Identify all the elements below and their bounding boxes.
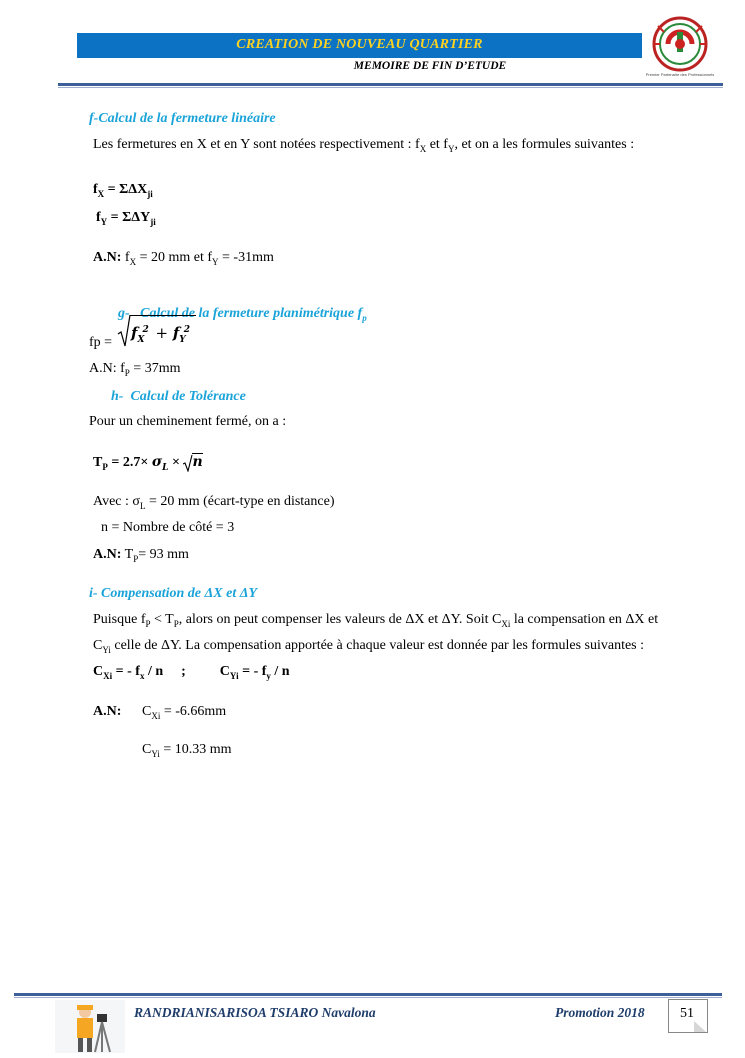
formula-fy: $f_Y = \Sigma\Delta Y_{ji}$ bbox=[96, 210, 156, 227]
radical-sign-small bbox=[183, 454, 193, 472]
section-g-application: A.N: $f_P = 37mm$ bbox=[89, 361, 181, 378]
formula-cyi: $C_{Yi}$ = - $f_y$ / n bbox=[219, 664, 290, 681]
footer-rule bbox=[14, 993, 722, 996]
fp-label: fp = bbox=[89, 335, 113, 350]
footer-promotion: Promotion 2018 bbox=[555, 1005, 645, 1020]
footer-author: RANDRIANISARISOA TSIARO Navalona bbox=[134, 1005, 376, 1020]
footer-rule-thin bbox=[14, 997, 722, 998]
surveyor-with-theodolite-icon bbox=[55, 1000, 125, 1053]
section-i-heading: i- Compensation de ΔX et ΔY bbox=[89, 586, 258, 601]
section-h-application: A.N: $T_P= 93$ mm bbox=[93, 547, 189, 564]
avec-line: Avec : $\sigma_L = 20$ mm (écart-type en distance) bbox=[93, 494, 335, 511]
compensation-formulas bbox=[93, 664, 290, 681]
cyi-value: $C_{Yi} = 10.33$ mm bbox=[142, 742, 232, 759]
radicand: $f_X^2 + f_Y^2$ bbox=[131, 324, 190, 345]
section-f-heading: f-Calcul de la fermeture linéaire bbox=[89, 111, 276, 126]
cxi-value: $C_{Xi} = -6.66mm$ bbox=[142, 704, 227, 721]
page-fold-corner bbox=[694, 1021, 706, 1032]
section-g-heading: g- Calcul de la fermeture planimétrique $f_p$ bbox=[118, 306, 367, 323]
formula-cxi: $C_{Xi}$ = - $f_x$ / n bbox=[93, 664, 164, 681]
university-seal-icon bbox=[640, 14, 720, 80]
section-f-application: A.N: $f_X = 20$ mm et $f_Y = -31mm$ bbox=[93, 250, 274, 267]
radical-bar bbox=[130, 315, 196, 316]
formula-separator: ; bbox=[181, 664, 186, 679]
section-i-paragraph-line1: Puisque $f_P < T_P$, alors on peut compenser les valeurs de ΔX et ΔY. Soit $C_{Xi}$ la compensation en ΔX et bbox=[93, 612, 659, 629]
formula-fx: $f_X = \Sigma\Delta X_{ji}$ bbox=[93, 182, 153, 199]
section-h-heading: h- Calcul de Tolérance bbox=[111, 389, 246, 404]
formula-tolerance: $T_P = 2.7\times \sigma_L$ × n bbox=[93, 454, 203, 473]
section-f-intro: Les fermetures en X et en Y sont notées respectivement : $f_X$ et $f_Y$, et on a les formules suivantes : bbox=[93, 137, 635, 154]
section-i-an-label: A.N: bbox=[93, 704, 122, 719]
radical-sign bbox=[117, 314, 131, 348]
header-rule bbox=[58, 83, 723, 86]
header-subtitle: MEMOIRE DE FIN D’ETUDE bbox=[353, 60, 507, 72]
header-title: CREATION DE NOUVEAU QUARTIER bbox=[236, 37, 483, 52]
sqrt-formula bbox=[117, 314, 199, 348]
header-rule-thin bbox=[58, 87, 723, 88]
sqrt-n: n bbox=[183, 454, 202, 471]
logo-caption: Premier Partenaire des Professionnels bbox=[645, 72, 715, 77]
section-i-paragraph-line2: $C_{Yi}$ celle de ΔY. La compensation apportée à chaque valeur est donnée par les formules suivantes : bbox=[93, 638, 645, 655]
section-h-intro: Pour un cheminement fermé, on a : bbox=[89, 414, 287, 429]
page-number: 51 bbox=[680, 1006, 694, 1021]
n-line: n = Nombre de côté = 3 bbox=[101, 520, 235, 535]
